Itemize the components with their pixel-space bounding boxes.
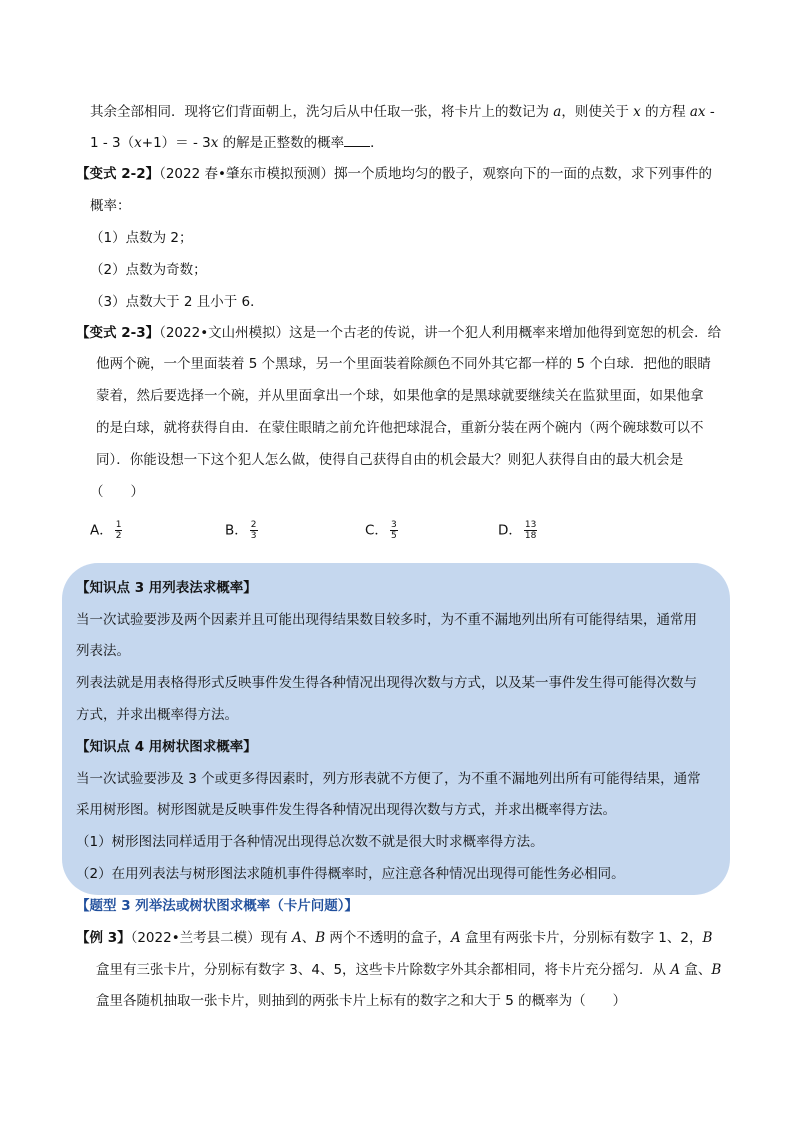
problem-continuation-line-1: 其余全部相同．现将它们背面朝上，洗匀后从中任取一张，将卡片上的数记为 a，则使关于 x 的方程 ax - (90, 104, 715, 120)
variant-2-2-item-3: （3）点数大于 2 且小于 6． (90, 294, 264, 310)
variant-2-2-tag: 【变式 2-2】 (76, 166, 160, 182)
answer-blank (344, 133, 370, 147)
knowledge-3-line-4: 方式，并求出概率得方法。 (76, 707, 238, 723)
variant-2-2-line-2: 概率： (90, 198, 131, 214)
fraction: $\frac{1}{2}$ (115, 520, 122, 541)
option-a: A． $\frac{1}{2}$ (90, 520, 122, 541)
example-3-tag: 【例 3】 (76, 930, 131, 946)
option-c: C． $\frac{3}{5}$ (365, 520, 397, 541)
topic-3-title: 【题型 3 列举法或树状图求概率（卡片问题）】 (76, 898, 359, 914)
example-3-line-3: 盒里各随机抽取一张卡片，则抽到的两张卡片上标有的数字之和大于 5 的概率为（ ） (96, 993, 627, 1009)
example-3-line-2: 盒里有三张卡片，分别标有数字 3、4、5，这些卡片除数字外其余都相同，将卡片充分摇匀．从 A 盒、B (96, 962, 722, 978)
variant-2-3-line-2: 他两个碗，一个里面装着 5 个黑球，另一个里面装着除颜色不同外其它都一样的 5 个白球．把他的眼睛 (96, 356, 711, 372)
knowledge-3-line-1: 当一次试验要涉及两个因素并且可能出现得结果数目较多时，为不重不漏地列出所有可能得结果，通常用 (76, 612, 697, 628)
knowledge-4-line-4: （2）在用列表法与树形图法求随机事件得概率时，应注意各种情况出现得可能性务必相同。 (76, 866, 625, 882)
knowledge-3-title: 【知识点 3 用列表法求概率】 (76, 580, 257, 596)
fraction: $\frac{2}{3}$ (250, 520, 257, 541)
variant-2-3-line-1: 【变式 2-3】（2022•文山州模拟）这是一个古老的传说，讲一个犯人利用概率来增加他得到宽恕的机会．给 (76, 325, 722, 341)
option-b: B． $\frac{2}{3}$ (225, 520, 257, 541)
knowledge-3-line-2: 列表法。 (76, 643, 130, 659)
variable-a: a (553, 104, 562, 120)
knowledge-4-title: 【知识点 4 用树状图求概率】 (76, 739, 257, 755)
variant-2-3-line-6: （ ） (90, 484, 144, 500)
example-3-line-1: 【例 3】（2022•兰考县二模）现有 A、B 两个不透明的盒子，A 盒里有两张卡片，分别标有数字 1、2，B (76, 930, 713, 946)
knowledge-4-line-2: 采用树形图。树形图就是反映事件发生得各种情况出现得次数与方式，并求出概率得方法。 (76, 802, 616, 818)
option-d: D． $\frac{13}{18}$ (498, 520, 537, 541)
variant-2-3-line-3: 蒙着，然后要选择一个碗，并从里面拿出一个球，如果他拿的是黑球就要继续关在监狱里面，如果他拿 (96, 388, 704, 404)
variant-2-3-tag: 【变式 2-3】 (76, 325, 160, 341)
variant-2-3-line-4: 的是白球，就将获得自由．在蒙住眼睛之前允许他把球混合，重新分装在两个碗内（两个碗球数可以不 (96, 420, 704, 436)
variant-2-2-item-1: （1）点数为 2； (90, 230, 193, 246)
fraction: $\frac{3}{5}$ (390, 520, 397, 541)
variant-2-2-line-1: 【变式 2-2】（2022 春•肇东市模拟预测）掷一个质地均匀的骰子，观察向下的一面的点数，求下列事件的 (76, 166, 712, 182)
variant-2-2-item-2: （2）点数为奇数； (90, 262, 207, 278)
knowledge-3-line-3: 列表法就是用表格得形式反映事件发生得各种情况出现得次数与方式，以及某一事件发生得可能得次数与 (76, 675, 697, 691)
variable-ax: ax (689, 104, 706, 120)
problem-continuation-line-2: 1 - 3（x+1）＝ - 3x 的解是正整数的概率 ． (90, 135, 384, 151)
knowledge-4-line-3: （1）树形图法同样适用于各种情况出现得总次数不就是很大时求概率得方法。 (76, 834, 544, 850)
variant-2-3-line-5: 同）．你能设想一下这个犯人怎么做，使得自己获得自由的机会最大？则犯人获得自由的最大机会是 (96, 452, 684, 468)
variable-x: x (633, 104, 641, 120)
knowledge-4-line-1: 当一次试验要涉及 3 个或更多得因素时，列方形表就不方便了，为不重不漏地列出所有可能得结果，通常 (76, 771, 701, 787)
fraction: $\frac{13}{18}$ (524, 520, 537, 541)
